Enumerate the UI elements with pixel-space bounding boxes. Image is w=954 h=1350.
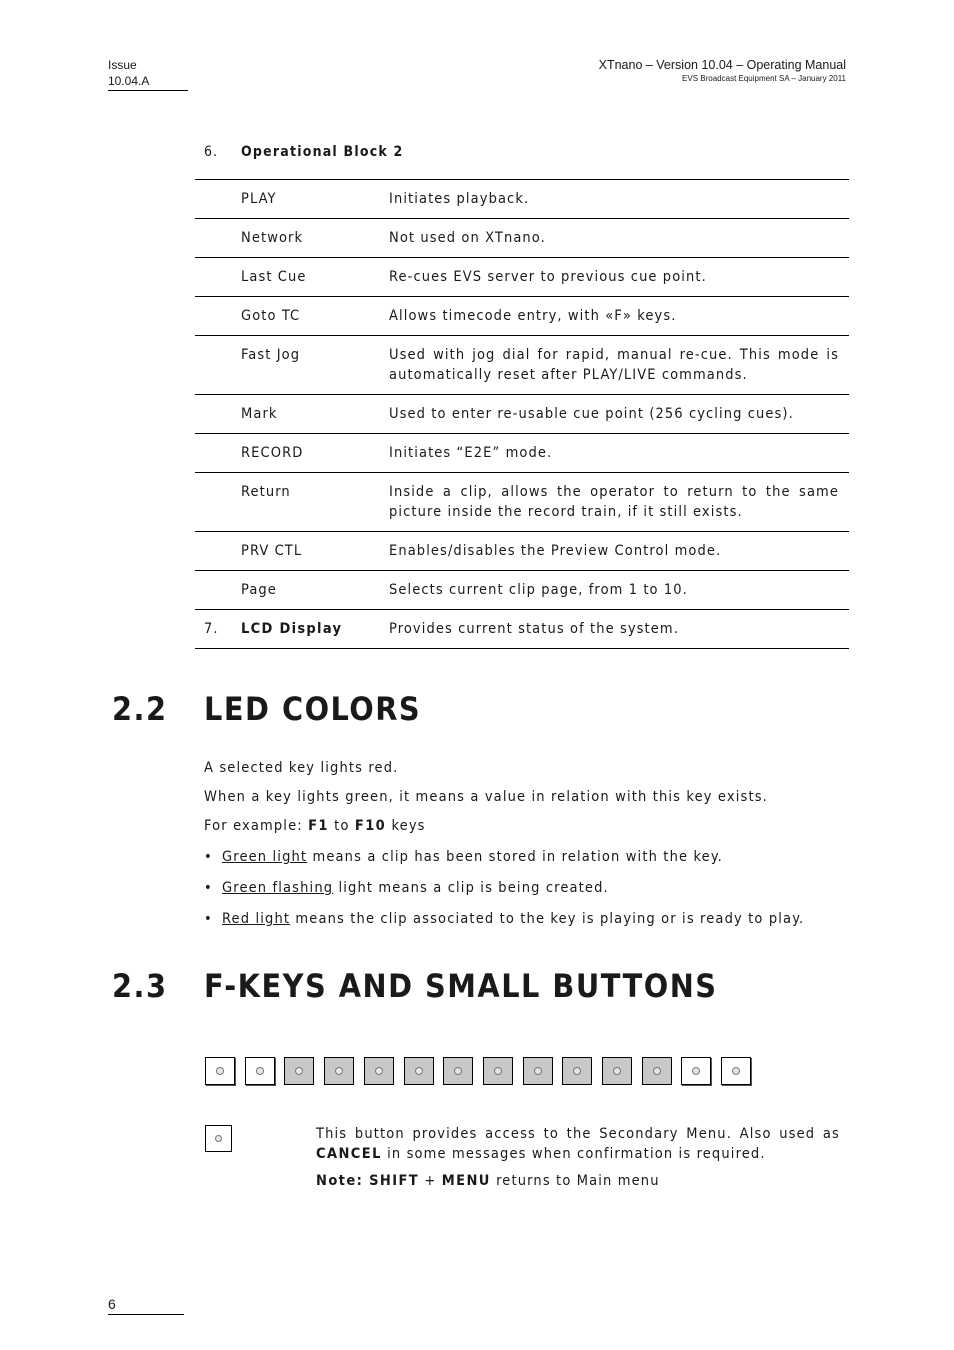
key-name: Network bbox=[241, 230, 304, 246]
table-row bbox=[195, 219, 849, 258]
header-rule bbox=[108, 90, 188, 91]
fkey-button-icon bbox=[443, 1057, 473, 1085]
block7-description: Provides current status of the system. bbox=[389, 621, 679, 637]
page-number: 6 bbox=[108, 1296, 116, 1312]
fkey-button-icon bbox=[245, 1057, 275, 1085]
key-description: Selects current clip page, from 1 to 10. bbox=[389, 582, 688, 598]
key-description: Used to enter re-usable cue point (256 cycling cues). bbox=[389, 406, 794, 422]
key-description: Initiates “E2E” mode. bbox=[389, 445, 553, 461]
section-number: 2.3 bbox=[112, 967, 168, 1005]
led-paragraph-2: When a key lights green, it means a value in relation with this key exists. bbox=[204, 789, 768, 805]
key-name: Page bbox=[241, 582, 277, 598]
key-description: Re-cues EVS server to previous cue point. bbox=[389, 269, 707, 285]
table-row bbox=[195, 532, 849, 571]
list-item bbox=[204, 880, 609, 896]
key-description: Used with jog dial for rapid, manual re-cue. This mode is automatically reset after PLAY/LIVE commands. bbox=[389, 347, 839, 383]
section-title: LED COLORS bbox=[204, 690, 422, 728]
key-name: Last Cue bbox=[241, 269, 307, 285]
operational-block-table bbox=[195, 179, 849, 649]
table-row bbox=[195, 395, 849, 434]
table-row-lcd-display bbox=[195, 610, 849, 649]
fkey-button-icon bbox=[602, 1057, 632, 1085]
fkey-button-icon bbox=[205, 1057, 235, 1085]
fkey-button-icon bbox=[404, 1057, 434, 1085]
led-icon bbox=[534, 1067, 542, 1075]
led-icon bbox=[295, 1067, 303, 1075]
issue-label: Issue bbox=[108, 58, 137, 72]
block6-number: 6. bbox=[204, 144, 219, 160]
led-icon bbox=[573, 1067, 581, 1075]
key-description: Not used on XTnano. bbox=[389, 230, 546, 246]
menu-button-icon bbox=[205, 1125, 232, 1152]
bullet-term: Green light bbox=[222, 849, 308, 865]
list-item bbox=[204, 911, 804, 927]
key-name: PLAY bbox=[241, 191, 277, 207]
bullet-icon: • bbox=[204, 911, 213, 927]
desc-text: in some messages when confirmation is required. bbox=[381, 1146, 766, 1162]
key-name: Return bbox=[241, 484, 291, 500]
block7-number: 7. bbox=[204, 621, 219, 637]
led-icon bbox=[613, 1067, 621, 1075]
example-to: to bbox=[328, 818, 355, 834]
led-icon bbox=[454, 1067, 462, 1075]
fkey-button-icon bbox=[523, 1057, 553, 1085]
table-row bbox=[195, 434, 849, 473]
section-number: 2.2 bbox=[112, 690, 168, 728]
led-icon bbox=[216, 1067, 224, 1075]
key-name: PRV CTL bbox=[241, 543, 303, 559]
key-name: RECORD bbox=[241, 445, 304, 461]
fkey-button-icon bbox=[284, 1057, 314, 1085]
example-suffix: keys bbox=[386, 818, 426, 834]
table-row bbox=[195, 297, 849, 336]
led-icon bbox=[692, 1067, 700, 1075]
cancel-keyword: CANCEL bbox=[316, 1146, 382, 1162]
key-description: Inside a clip, allows the operator to return to the same picture inside the record train, if it still exists. bbox=[389, 484, 839, 520]
document-subtitle: EVS Broadcast Equipment SA – January 2011 bbox=[682, 74, 846, 83]
fkey-button-icon bbox=[364, 1057, 394, 1085]
key-f10: F10 bbox=[354, 818, 387, 834]
block6-title: Operational Block 2 bbox=[241, 144, 404, 160]
section-heading-led-colors bbox=[112, 690, 421, 728]
led-icon bbox=[732, 1067, 740, 1075]
table-row bbox=[195, 473, 849, 532]
led-icon bbox=[415, 1067, 423, 1075]
key-description: Allows timecode entry, with «F» keys. bbox=[389, 308, 677, 324]
table-row bbox=[195, 336, 849, 395]
led-icon bbox=[653, 1067, 661, 1075]
fkey-button-icon bbox=[562, 1057, 592, 1085]
fkey-button-icon bbox=[721, 1057, 751, 1085]
note-shift: Note: SHIFT bbox=[316, 1173, 420, 1189]
menu-button-description bbox=[316, 1124, 840, 1164]
block7-title: LCD Display bbox=[241, 621, 343, 637]
fkey-button-icon bbox=[681, 1057, 711, 1085]
led-icon bbox=[256, 1067, 264, 1075]
led-paragraph-3 bbox=[204, 818, 426, 834]
led-icon bbox=[494, 1067, 502, 1075]
key-name: Mark bbox=[241, 406, 278, 422]
fkey-button-icon bbox=[324, 1057, 354, 1085]
example-prefix: For example: bbox=[204, 818, 309, 834]
note-menu: MENU bbox=[441, 1173, 491, 1189]
fkey-button-icon bbox=[483, 1057, 513, 1085]
desc-text: This button provides access to the Secondary Menu. Also used as bbox=[316, 1126, 840, 1142]
key-name: Fast Jog bbox=[241, 347, 301, 363]
table-row bbox=[195, 571, 849, 610]
header-title-block bbox=[599, 57, 846, 84]
table-row bbox=[195, 258, 849, 297]
key-description: Initiates playback. bbox=[389, 191, 530, 207]
bullet-term: Green flashing bbox=[222, 880, 334, 896]
table-row bbox=[195, 180, 849, 219]
document-title: XTnano – Version 10.04 – Operating Manual bbox=[598, 58, 846, 72]
key-description: Enables/disables the Preview Control mode. bbox=[389, 543, 722, 559]
header-issue bbox=[108, 57, 188, 89]
bullet-text: light means a clip is being created. bbox=[333, 880, 609, 896]
section-heading-fkeys bbox=[112, 967, 718, 1005]
bullet-icon: • bbox=[204, 880, 213, 896]
bullet-icon: • bbox=[204, 849, 213, 865]
led-icon bbox=[215, 1135, 222, 1142]
menu-note bbox=[316, 1173, 660, 1189]
bullet-text: means a clip has been stored in relation with the key. bbox=[307, 849, 723, 865]
bullet-text: means the clip associated to the key is playing or is ready to play. bbox=[290, 911, 805, 927]
led-paragraph-1: A selected key lights red. bbox=[204, 760, 399, 776]
note-text: returns to Main menu bbox=[490, 1173, 660, 1189]
footer-rule bbox=[108, 1314, 184, 1315]
section-title: F-KEYS AND SMALL BUTTONS bbox=[204, 967, 718, 1005]
list-item bbox=[204, 849, 723, 865]
led-icon bbox=[335, 1067, 343, 1075]
key-name: Goto TC bbox=[241, 308, 301, 324]
bullet-term: Red light bbox=[222, 911, 291, 927]
page-footer bbox=[108, 1296, 184, 1312]
issue-value: 10.04.A bbox=[108, 74, 150, 88]
led-icon bbox=[375, 1067, 383, 1075]
fkey-button-icon bbox=[642, 1057, 672, 1085]
key-f1: F1 bbox=[308, 818, 329, 834]
note-plus: + bbox=[419, 1173, 442, 1189]
